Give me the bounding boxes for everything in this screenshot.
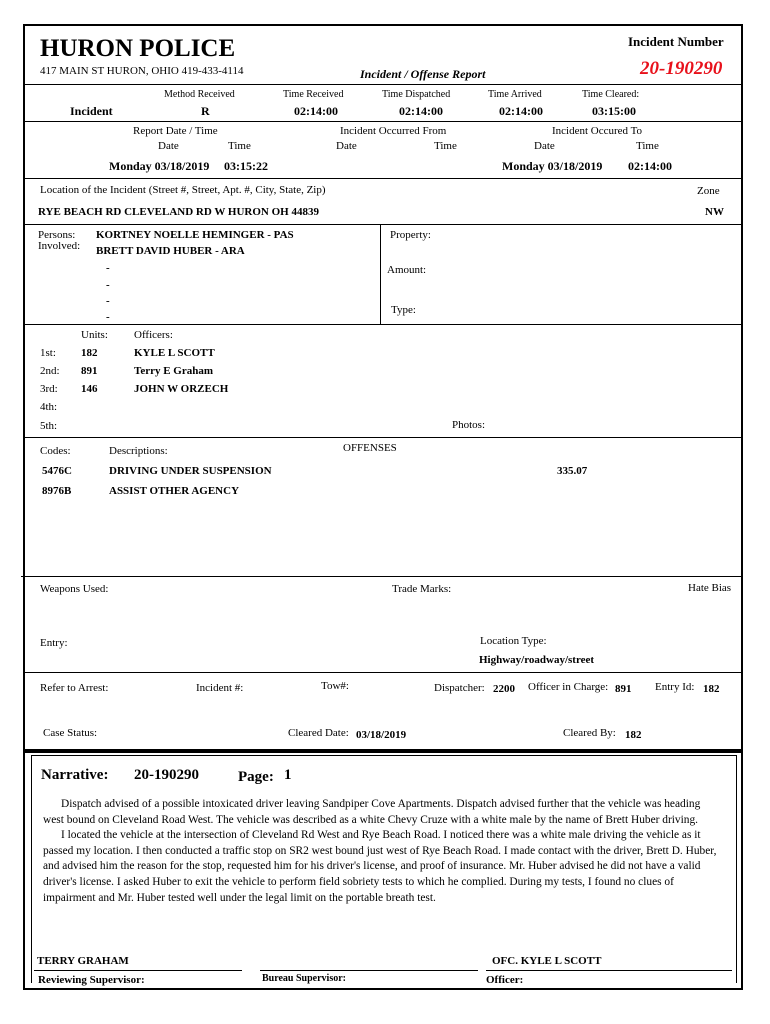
reviewing-supervisor-label: Reviewing Supervisor:: [38, 974, 145, 986]
time-dispatched-label: Time Dispatched: [382, 89, 451, 100]
report-time-sub-label: Time: [228, 140, 251, 152]
narrative-label: Narrative:: [41, 767, 109, 783]
time-cleared-label: Time Cleared:: [582, 89, 640, 100]
report-date-sub-label: Date: [158, 140, 179, 152]
refer-to-arrest-label: Refer to Arrest:: [40, 682, 109, 694]
photos-label: Photos:: [452, 419, 486, 431]
unit-number-3: 146: [81, 383, 98, 395]
cleared-date-value: 03/18/2019: [356, 729, 407, 741]
unit-ord-3: 3rd:: [40, 383, 58, 395]
person-1: KORTNEY NOELLE HEMINGER - PAS: [96, 229, 294, 241]
page-number: 1: [284, 767, 292, 783]
method-received-value: R: [201, 104, 210, 118]
unit-ord-5: 5th:: [40, 420, 58, 432]
type-label: Type:: [391, 304, 416, 316]
narrative-inner-top: [31, 755, 736, 756]
header-divider: [23, 84, 743, 85]
officer-name: OFC. KYLE L SCOTT: [492, 955, 602, 967]
cleared-by-label: Cleared By:: [563, 727, 616, 739]
occurred-from-label: Incident Occurred From: [340, 125, 447, 137]
persons-label: Persons:: [38, 229, 76, 241]
person-5: -: [106, 295, 110, 307]
officer-signature-line: [486, 970, 732, 971]
location-type-label: Location Type:: [480, 635, 547, 647]
hate-bias-label: Hate Bias: [688, 582, 732, 594]
officer-in-charge-value: 891: [615, 683, 632, 695]
unit-number-2: 891: [81, 365, 98, 377]
dispatcher-label: Dispatcher:: [434, 682, 485, 694]
property-label: Property:: [390, 229, 431, 241]
narrative-paragraph: Dispatch advised of a possible intoxicated driver leaving Sandpiper Cove Apartments. Dispatch advised further that the vehicle was heading west bound on Cleveland Road West. The vehicle was described as a white Chevy Cruze with a white male by the name of Brett Huber driving.: [43, 798, 701, 826]
supervisor-signature-line: [34, 970, 242, 971]
unit-ord-2: 2nd:: [40, 365, 60, 377]
incident-number: 20-190290: [640, 58, 723, 79]
from-time-sub-label: Time: [434, 140, 457, 152]
time-cleared-value: 03:15:00: [592, 104, 636, 118]
location-label: Location of the Incident (Street #, Street, Apt. #, City, State, Zip): [40, 184, 326, 196]
weapons-label: Weapons Used:: [40, 583, 109, 595]
report-time-value: 03:15:22: [224, 159, 268, 173]
time-arrived-label: Time Arrived: [488, 89, 542, 100]
to-date-value: Monday 03/18/2019: [502, 159, 603, 173]
dispatcher-value: 2200: [493, 683, 515, 695]
location-value: RYE BEACH RD CLEVELAND RD W HURON OH 44839: [38, 206, 319, 218]
agency-address: 417 MAIN ST HURON, OHIO 419-433-4114: [40, 65, 244, 77]
unit-number-1: 182: [81, 347, 98, 359]
unit-officer-3: JOHN W ORZECH: [134, 383, 229, 395]
time-dispatched-value: 02:14:00: [399, 104, 443, 118]
codes-label: Codes:: [40, 445, 71, 457]
time-received-value: 02:14:00: [294, 104, 338, 118]
descriptions-label: Descriptions:: [109, 445, 168, 457]
person-3: -: [106, 262, 110, 274]
time-received-label: Time Received: [283, 89, 344, 100]
person-4: -: [106, 279, 110, 291]
incident-number-label: Incident Number: [628, 34, 724, 49]
unit-officer-1: KYLE L SCOTT: [134, 347, 215, 359]
persons-divider: [23, 324, 743, 325]
report-date-label: Report Date / Time: [133, 125, 218, 137]
zone-value: NW: [705, 206, 724, 218]
person-2: BRETT DAVID HUBER - ARA: [96, 245, 245, 257]
offense-code-2: 8976B: [42, 485, 72, 497]
units-label: Units:: [81, 329, 108, 341]
cleared-date-label: Cleared Date:: [288, 727, 349, 739]
trade-marks-label: Trade Marks:: [392, 583, 452, 595]
officer-in-charge-label: Officer in Charge:: [528, 681, 609, 693]
entry-id-label: Entry Id:: [655, 681, 695, 693]
report-date-value: Monday 03/18/2019: [109, 159, 210, 173]
incident-no-label: Incident #:: [196, 682, 244, 694]
to-time-sub-label: Time: [636, 140, 659, 152]
supervisor-name: TERRY GRAHAM: [37, 955, 129, 967]
unit-ord-1: 1st:: [40, 347, 56, 359]
zone-label: Zone: [697, 185, 720, 197]
offense-description-2: ASSIST OTHER AGENCY: [109, 485, 240, 497]
location-divider: [23, 224, 743, 225]
bureau-supervisor-label: Bureau Supervisor:: [262, 973, 346, 984]
narrative-inner-left: [31, 755, 32, 983]
officer-label: Officer:: [486, 974, 524, 986]
entry-label: Entry:: [40, 637, 68, 649]
unit-officer-2: Terry E Graham: [134, 365, 214, 377]
occurred-to-label: Incident Occured To: [552, 125, 643, 137]
dates-divider: [23, 178, 743, 179]
narrative-inner-right: [736, 755, 737, 983]
offenses-divider: [21, 576, 743, 577]
cleared-by-value: 182: [625, 729, 642, 741]
narrative-paragraph: I located the vehicle at the intersection of Cleveland Rd West and Rye Beach Road. I noticed there was a white male driving the vehicle as it passed my location. I then conducted a traffic stop on SR2 west bound just west of Rye Beach Road. I made contact with the driver, Brett D. Huber, and advised him the reason for the stop, requested him for his driver's license, and proof of insurance. Mr. Huber advised he did not have a valid driver's license. I asked Huber to exit the vehicle to perform field sobriety tests to which he complied. During my tests, I found no clues of impairment and Mr. Huber tested well under the legal limit on the portable breath test.: [43, 829, 717, 904]
times-divider: [23, 121, 743, 122]
officers-label: Officers:: [134, 329, 173, 341]
narrative-number: 20-190290: [134, 767, 199, 783]
agency-name: HURON POLICE: [40, 35, 236, 62]
person-6: -: [106, 311, 110, 323]
from-date-sub-label: Date: [336, 140, 357, 152]
unit-ord-4: 4th:: [40, 401, 58, 413]
case-status-label: Case Status:: [43, 727, 98, 739]
offense-description-1: DRIVING UNDER SUSPENSION: [109, 465, 272, 477]
time-arrived-value: 02:14:00: [499, 104, 543, 118]
incident-row-label: Incident: [70, 104, 113, 118]
offense-code-1: 5476C: [42, 465, 72, 477]
method-received-label: Method Received: [164, 89, 235, 100]
property-divider: [380, 225, 381, 324]
to-date-sub-label: Date: [534, 140, 555, 152]
amount-label: Amount:: [387, 264, 427, 276]
to-time-value: 02:14:00: [628, 159, 672, 173]
tow-label: Tow#:: [321, 680, 349, 692]
bureau-signature-line: [260, 970, 478, 971]
entry-divider: [23, 672, 743, 673]
involved-label: Involved:: [38, 240, 81, 252]
offense-statute-1: 335.07: [557, 465, 588, 477]
narrative-text: [43, 797, 723, 906]
units-divider: [23, 437, 743, 438]
page-label: Page:: [238, 769, 274, 785]
location-type-value: Highway/roadway/street: [479, 654, 595, 666]
report-title: Incident / Offense Report: [360, 67, 486, 81]
entry-id-value: 182: [703, 683, 720, 695]
offenses-title: OFFENSES: [343, 442, 397, 454]
